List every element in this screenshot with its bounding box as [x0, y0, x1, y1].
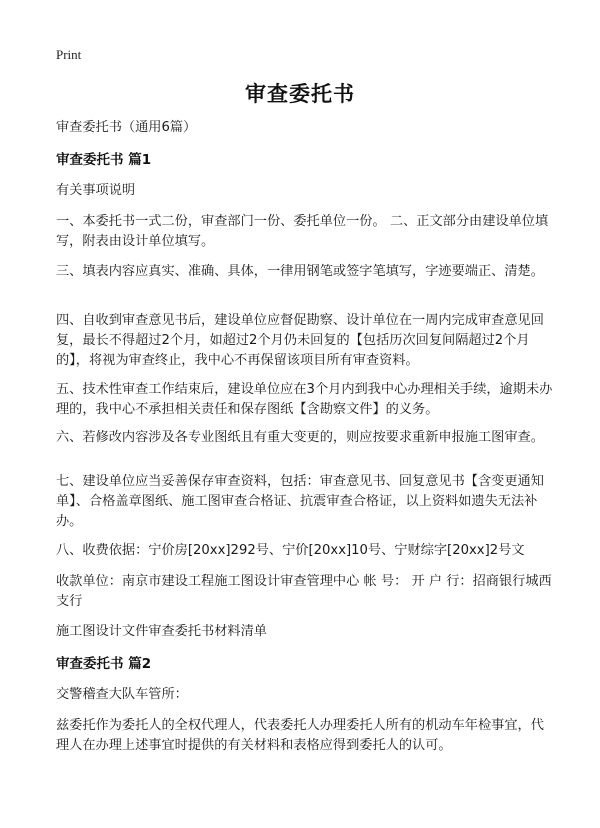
document-subtitle: 审查委托书（通用6篇）: [56, 120, 197, 135]
section2-body: 兹委托作为委托人的全权代理人，代表委托人办理委托人所有的机动车年检事宜，代理人在办理上述事宜时提供的有关材料和表格应得到委托人的认可。: [56, 718, 544, 753]
paragraph-item-1: 一、本委托书一式二份，审查部门一份、委托单位一份。 二、正文部分由建设单位填写，附表由设计单位填写。: [56, 214, 549, 249]
paragraph-item-7: 七、建设单位应当妥善保存审查资料，包括：审查意见书、回复意见书【含变更通知单】、合格盖章图纸、施工图审查合格证、抗震审查合格证，以上资料如遗失无法补办。: [56, 474, 544, 529]
paragraph-item-8: 八、收费依据：宁价房[20xx]292号、宁价[20xx]10号、宁财综字[20xx]2号文: [56, 543, 525, 558]
payee-info: 收款单位：南京市建设工程施工图设计审查管理中心 帐 号： 开 户 行：招商银行城西支行: [56, 574, 552, 609]
paragraph-item-5: 五、技术性审查工作结束后，建设单位应在3个月内到我中心办理相关手续，逾期未办理的，我中心不承担相关责任和保存图纸【含勘察文件】的义务。: [56, 382, 553, 417]
section1-intro: 有关事项说明: [56, 183, 136, 198]
material-list-title: 施工图设计文件审查委托书材料清单: [56, 624, 267, 639]
section1-heading: 审查委托书 篇1: [56, 152, 152, 168]
paragraph-item-6: 六、若修改内容涉及各专业图纸且有重大变更的，则应按要求重新申报施工图审查。: [56, 430, 544, 445]
document-title: 审查委托书: [245, 82, 355, 106]
section2-heading: 审查委托书 篇2: [56, 656, 152, 672]
section2-recipient: 交警稽查大队车管所：: [56, 687, 188, 702]
paragraph-item-4: 四、自收到审查意见书后，建设单位应督促勘察、设计单位在一周内完成审查意见回复，最长不得超过2个月，如超过2个月仍未回复的【包括历次回复间隔超过2个月的】，将视为审查终止，我中心不再保留该项目所有审查资料。: [56, 313, 544, 368]
paragraph-item-3: 三、填表内容应真实、准确、具体，一律用钢笔或签字笔填写，字迹要端正、清楚。: [56, 264, 544, 279]
print-label: Print: [56, 47, 82, 62]
